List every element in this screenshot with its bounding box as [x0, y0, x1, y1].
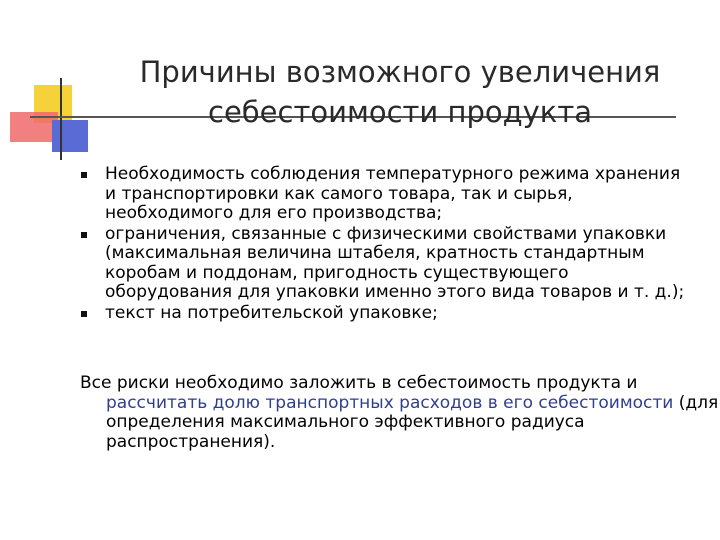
bullet-text: Необходимость соблюдения температурного режима хранения и транспортировки как самого товара, так и сырья, необходимого для его производства; [105, 164, 681, 223]
square-bullet-icon [81, 311, 87, 317]
decor-blue-square [52, 120, 88, 152]
bullet-item [80, 304, 690, 324]
bullet-item [80, 165, 690, 224]
square-bullet-icon [81, 172, 87, 178]
summary-link-text: рассчитать долю транспортных расходов в его себестоимости [106, 392, 674, 413]
bullet-item [80, 225, 690, 303]
bullet-text: ограничения, связанные с физическими свойствами упаковки (максимальная величина штабеля, кратность стандартным коробам и поддонам, пригодность существующего оборудования для упаковки именно этого вида товаров и т. д.); [105, 223, 685, 302]
bullet-list [80, 165, 690, 324]
title-line-2: себестоимости продукта [208, 95, 592, 129]
summary-paragraph [80, 374, 720, 452]
summary-prefix: Все риски необходимо заложить в себестоимость продукта и [80, 373, 638, 393]
decor-vertical-line [60, 78, 62, 160]
bullet-text: текст на потребительской упаковке; [105, 302, 438, 323]
title-line-1: Причины возможного увеличения [139, 55, 661, 89]
square-bullet-icon [81, 232, 87, 238]
summary-suffix: (для определения максимального эффективного радиуса распространения). [106, 392, 719, 452]
slide-title [110, 52, 690, 132]
